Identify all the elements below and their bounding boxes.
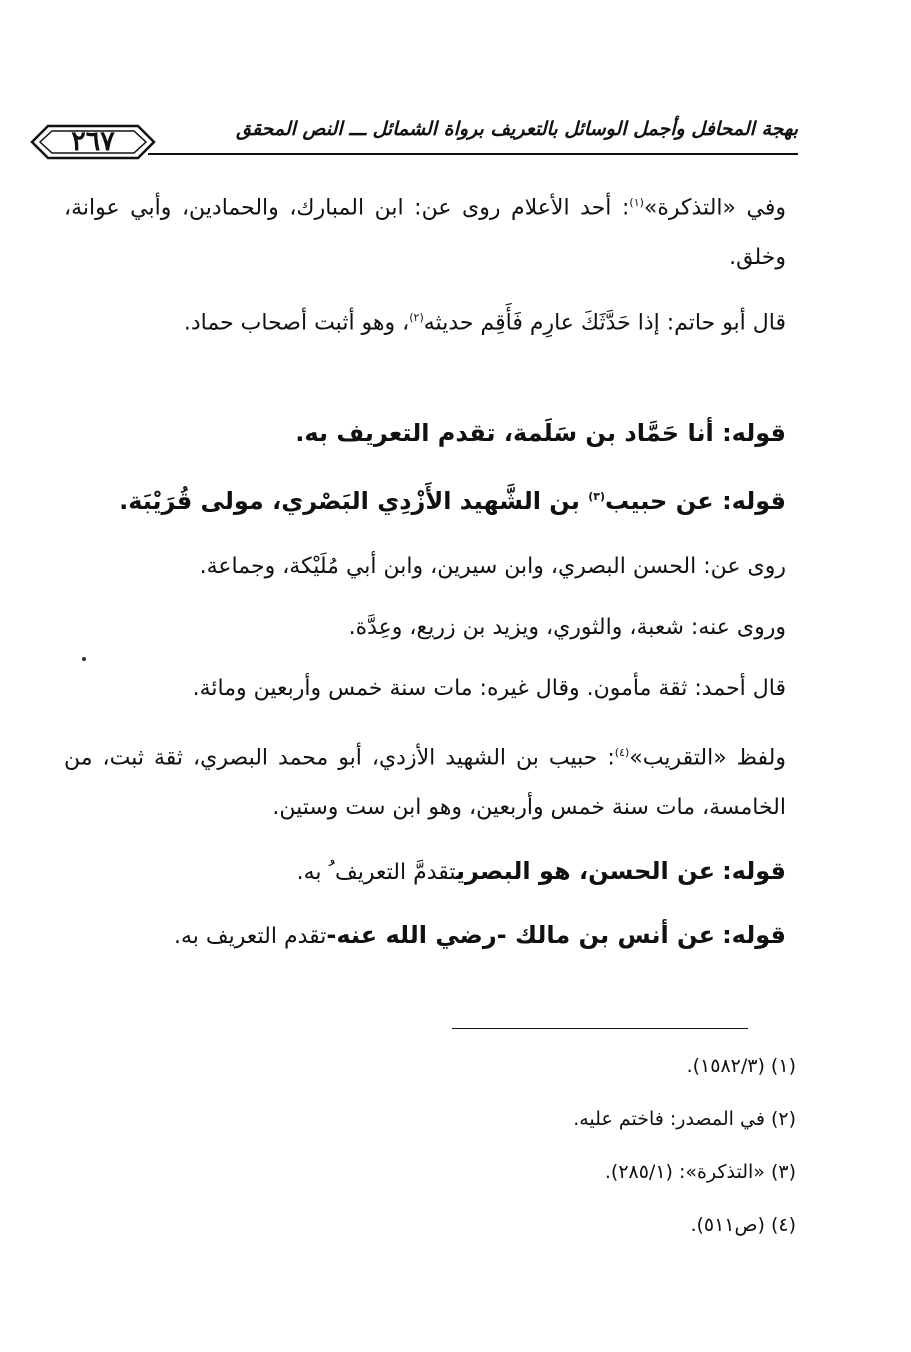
paragraph-7 bbox=[64, 664, 786, 714]
para-4-rest: بن الشَّهيد الأَزْدِي البَصْري، مولى قُرَيْبَة. bbox=[119, 487, 589, 515]
para-2-text: قال أبو حاتم: إذا حَدَّثَكَ عارِم فَأَقِم حديثه bbox=[423, 310, 786, 336]
footnote-ref-4[interactable]: (٤) bbox=[614, 746, 630, 759]
footnote-1: (١) (١٥٨٢/٣). bbox=[686, 1055, 796, 1077]
para-4-text: عن حبيب bbox=[605, 487, 714, 515]
para-2-rest: ، وهو أثبت أصحاب حماد. bbox=[183, 310, 410, 336]
para-3-text: أنا حَمَّاد بن سَلَمة، تقدم التعريف به. bbox=[295, 419, 714, 447]
header-rule bbox=[148, 153, 798, 155]
paragraph-8 bbox=[64, 728, 786, 833]
running-title: بهجة المحافل وأجمل الوسائل بالتعريف برواة الشمائل ـــ النص المحقق bbox=[236, 118, 798, 140]
para-9-rest: تقدمَّ التعريف ُ به. bbox=[296, 860, 457, 885]
qawluh-label: قوله: bbox=[722, 419, 786, 447]
para-8-text: ولفظ «التقريب» bbox=[629, 745, 786, 771]
para-6-text: وروى عنه: شعبة، والثوري، ويزيد بن زريع، وعِدَّة. bbox=[348, 615, 786, 640]
paragraph-6 bbox=[64, 603, 786, 653]
para-1-text: وفي «التذكرة» bbox=[643, 195, 787, 221]
para-9-text: عن الحسن، هو البصري bbox=[456, 857, 716, 885]
footnote-3: (٣) «التذكرة»: (٢٨٥/١). bbox=[604, 1161, 796, 1183]
para-10-rest: تقدم التعريف به. bbox=[173, 924, 327, 949]
paragraph-5 bbox=[64, 542, 786, 592]
page-number-badge bbox=[28, 120, 158, 164]
para-10-text: عن أنس بن مالك -رضي الله عنه- bbox=[326, 921, 716, 949]
page-header bbox=[28, 108, 798, 178]
scan-speck bbox=[82, 657, 86, 661]
paragraph-4 bbox=[64, 472, 786, 526]
footnote-ref-1[interactable]: (١) bbox=[629, 196, 644, 209]
paragraph-3 bbox=[64, 408, 786, 458]
footnote-ref-2[interactable]: (٢) bbox=[409, 311, 424, 324]
qawluh-label: قوله: bbox=[722, 857, 786, 885]
paragraph-1 bbox=[64, 178, 786, 283]
para-5-text: روى عن: الحسن البصري، وابن سيرين، وابن أبي مُلَيْكة، وجماعة. bbox=[199, 554, 786, 579]
footnotes bbox=[64, 1040, 796, 1252]
paragraph-9 bbox=[64, 846, 786, 898]
qawluh-label: قوله: bbox=[722, 487, 786, 515]
para-7-text: قال أحمد: ثقة مأمون. وقال غيره: مات سنة خمس وأربعين ومائة. bbox=[192, 676, 786, 701]
para-1-rest: : أحد الأعلام روى عن: ابن المبارك، والحمادين، وأبي عوانة، وخلق. bbox=[64, 195, 786, 271]
footnote-2: (٢) في المصدر: فاختم عليه. bbox=[573, 1108, 796, 1130]
paragraph-2 bbox=[64, 293, 786, 348]
page-number: ٢٦٧ bbox=[71, 126, 115, 157]
footnote-4: (٤) (ص٥١١). bbox=[690, 1214, 796, 1236]
qawluh-label: قوله: bbox=[722, 921, 786, 949]
footnote-separator bbox=[452, 1028, 748, 1029]
paragraph-10 bbox=[64, 910, 786, 962]
para-8-rest: : حبيب بن الشهيد الأزدي، أبو محمد البصري، ثقة ثبت، من الخامسة، مات سنة خمس وأربعين، وهو ابن ست وستين. bbox=[64, 745, 786, 821]
footnote-ref-3[interactable]: (٣) bbox=[588, 490, 606, 503]
